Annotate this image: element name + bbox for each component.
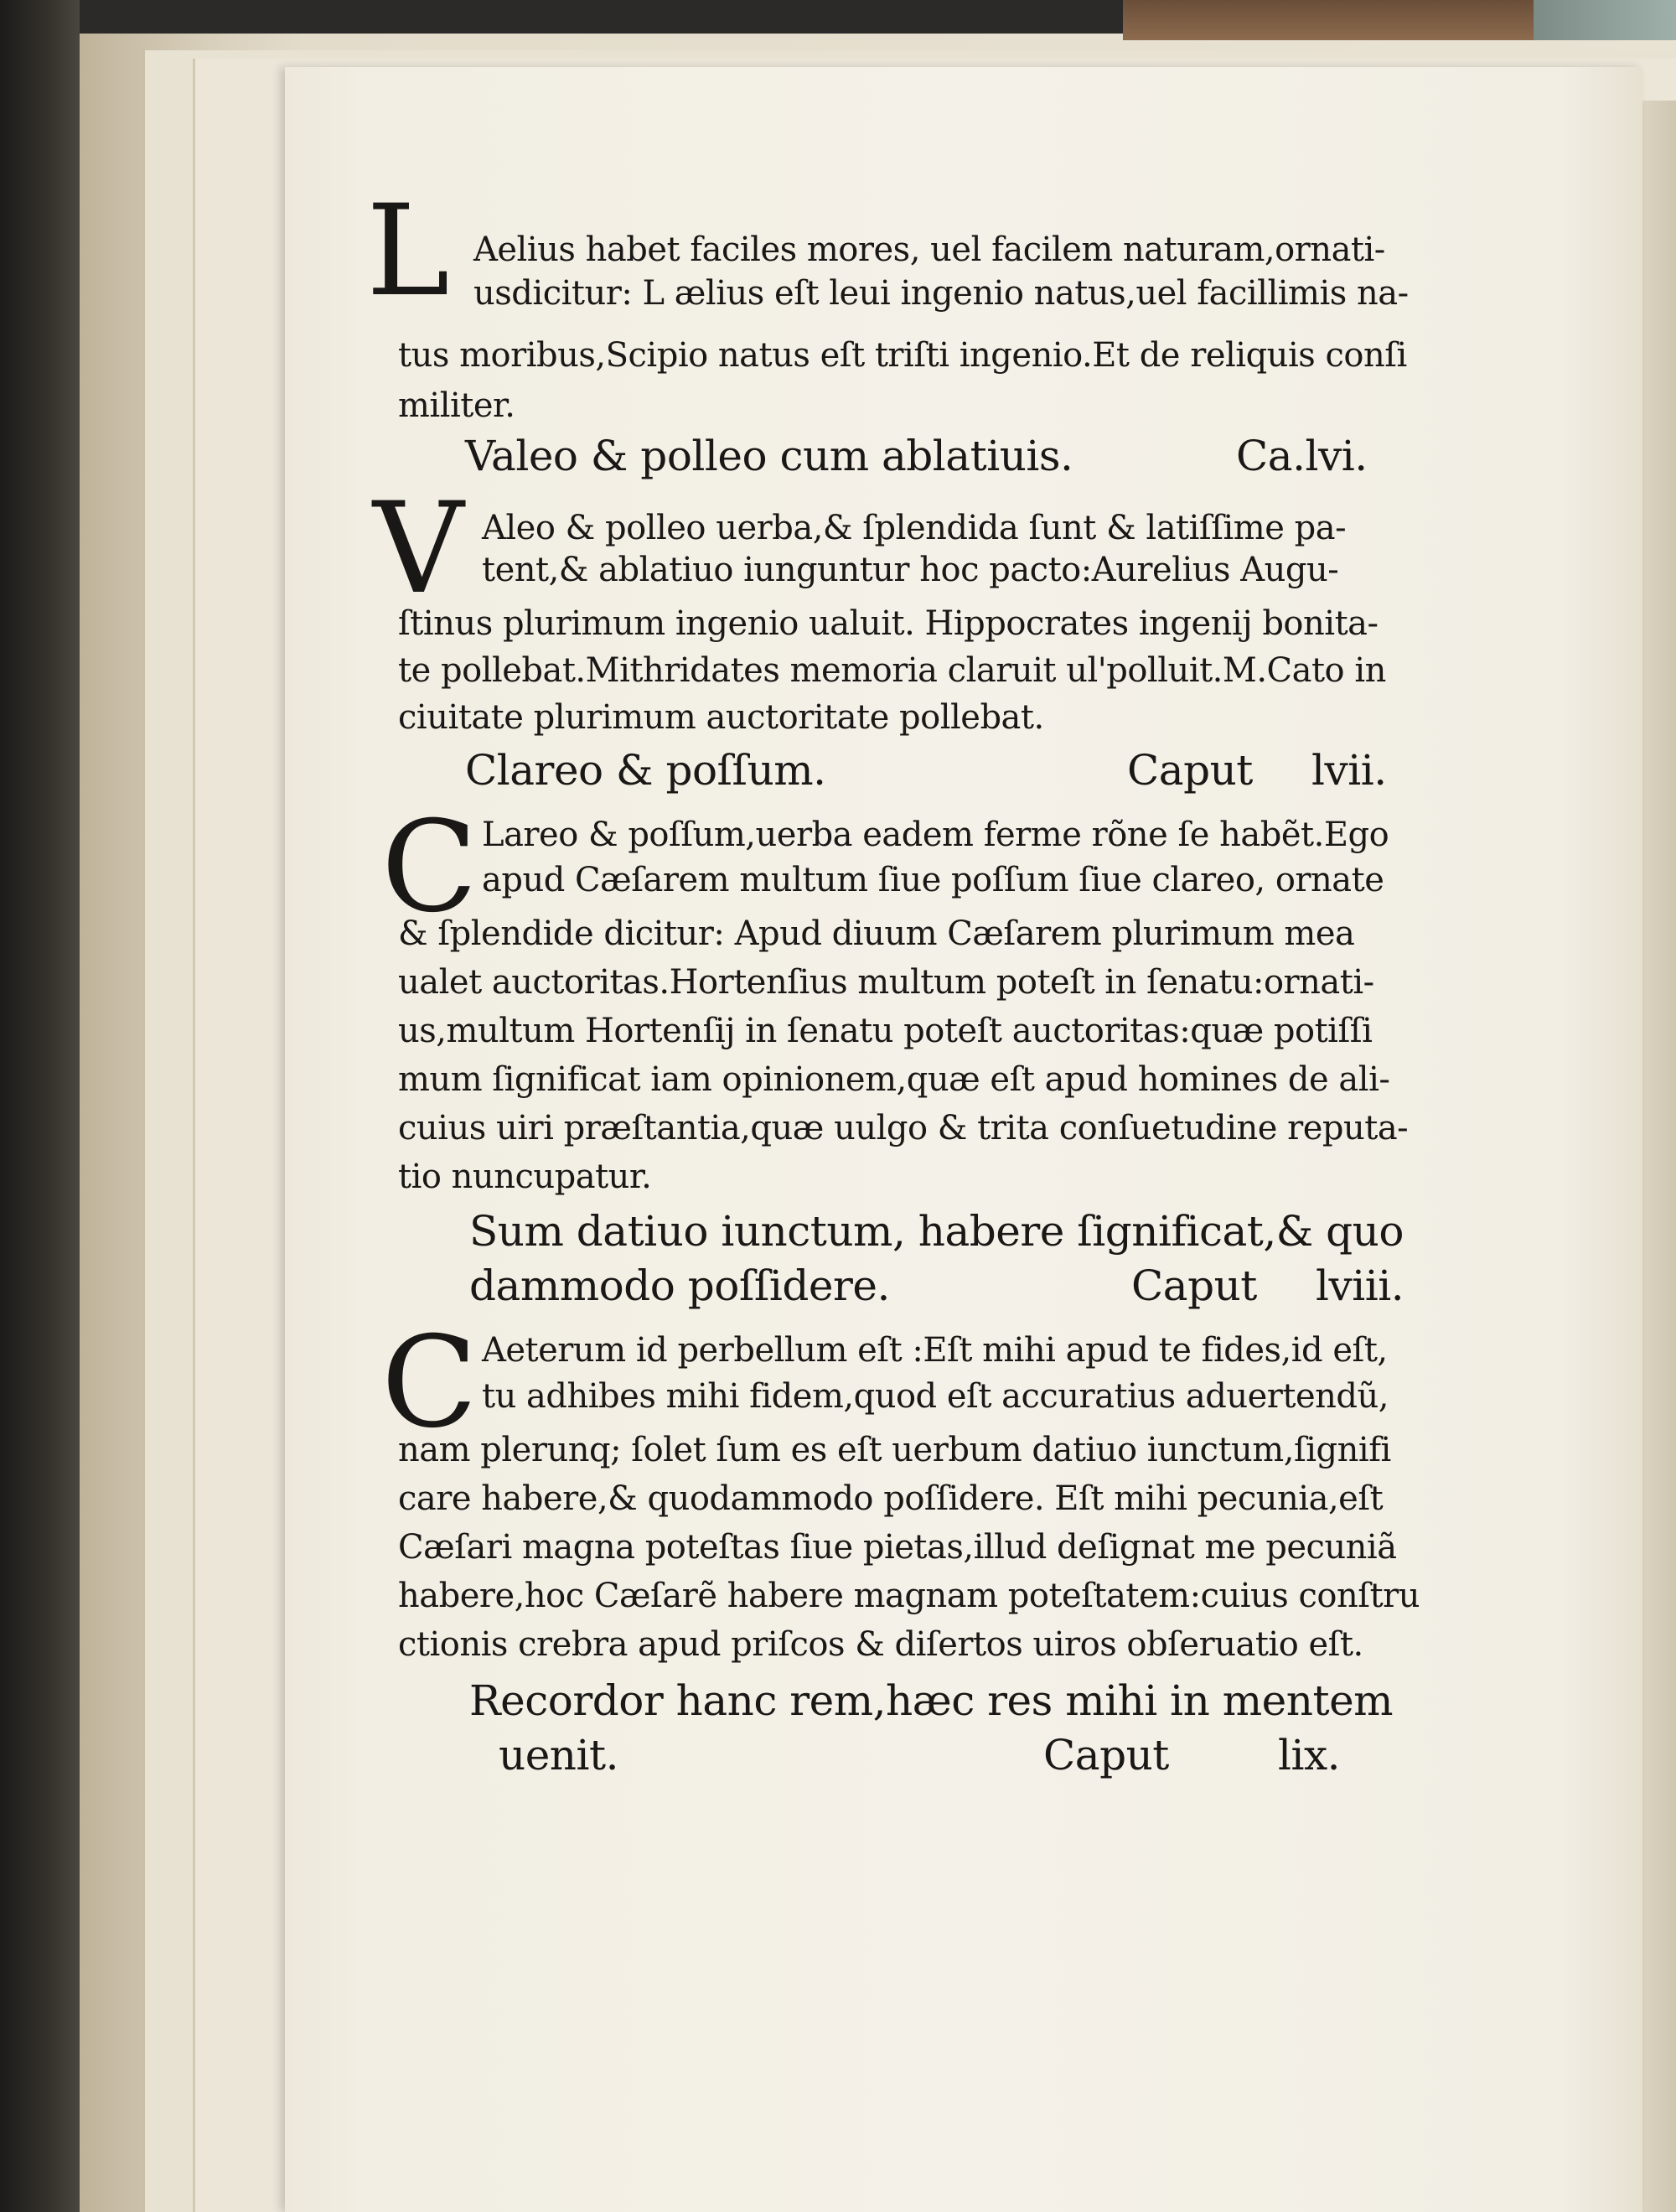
heading-title: Valeo & polleo cum ablatiuis. <box>465 432 1073 480</box>
text-line: ctionis crebra apud priſcos & diſertos uiros obſeruatio eſt. <box>398 1625 1363 1664</box>
text-line: Aelius habet faciles mores, uel facilem naturam,ornati- <box>473 231 1385 269</box>
chapter-heading-continued <box>469 1261 1404 1310</box>
text-line: tent,& ablatiuo iunguntur hoc pacto:Aurelius Augu- <box>482 551 1339 589</box>
text-line: tus moribus,Scipio natus eſt triſti ingenio.Et de reliquis conſi <box>398 336 1407 375</box>
text-line: militer. <box>398 386 515 425</box>
text-line: nam plerunq; ſolet ſum es eſt uerbum datiuo iunctum,ſignifi <box>398 1431 1391 1469</box>
text-line: ualet auctoritas.Hortenſius multum poteſt in ſenatu:ornati- <box>398 963 1374 1002</box>
caput-label: Caput <box>1131 1261 1257 1310</box>
drop-capital: C <box>381 1310 478 1456</box>
book-binding <box>0 0 80 2212</box>
caput-label: Caput <box>1043 1731 1169 1779</box>
text-line: ſtinus plurimum ingenio ualuit. Hippocrates ingenij bonita- <box>398 604 1379 643</box>
text-line: Cæſari magna poteſtas ſiue pietas,illud deſignat me pecuniã <box>398 1528 1397 1567</box>
text-line: tu adhibes mihi fidem,quod eſt accuratius aduertendũ, <box>482 1377 1389 1416</box>
text-line: usdicitur: L ælius eſt leui ingenio natus,uel facillimis na- <box>473 274 1409 313</box>
heading-title: Clareo & poſſum. <box>465 746 826 795</box>
text-line: Aeterum id perbellum eſt :Eſt mihi apud te fides,id eſt, <box>482 1331 1388 1370</box>
drop-capital: V <box>373 476 464 622</box>
text-line: tio nuncupatur. <box>398 1158 652 1196</box>
text-line: & ſplendide dicitur: Apud diuum Cæſarem plurimum mea <box>398 914 1355 953</box>
chapter-number: lviii. <box>1316 1261 1404 1310</box>
text-line: cuius uiri præſtantia,quæ uulgo & trita conſuetudine reputa- <box>398 1109 1409 1147</box>
chapter-number: Ca.lvi. <box>1236 432 1368 480</box>
heading-title: dammodo poſſidere. <box>469 1261 890 1310</box>
chapter-number: lvii. <box>1311 746 1387 795</box>
heading-title: Recordor hanc rem,hæc res mihi in mentem <box>469 1676 1394 1725</box>
text-line: mum ſignificat iam opinionem,quæ eſt apud homines de ali- <box>398 1060 1390 1099</box>
book-cover-edge <box>1534 0 1676 40</box>
chapter-number: lix. <box>1278 1731 1341 1779</box>
heading-title: Sum datiuo iunctum, habere ſignificat,& quo <box>469 1207 1404 1256</box>
facing-page-edge <box>1638 101 1676 2212</box>
text-line: te pollebat.Mithridates memoria claruit ul'polluit.M.Cato in <box>398 651 1386 690</box>
drop-capital: C <box>381 795 478 940</box>
text-line: us,multum Hortenſij in ſenatu poteſt auctoritas:quæ potiſſi <box>398 1012 1373 1050</box>
caput-label: Caput <box>1127 746 1253 795</box>
chapter-heading-continued <box>499 1731 1341 1779</box>
chapter-heading <box>465 432 1368 480</box>
chapter-heading <box>469 1207 1404 1256</box>
text-line: apud Cæſarem multum ſiue poſſum ſiue clareo, ornate <box>482 861 1384 899</box>
text-line: care habere,& quodammodo poſſidere. Eſt mihi pecunia,eſt <box>398 1479 1384 1518</box>
heading-title: uenit. <box>499 1731 618 1779</box>
text-line: Aleo & polleo uerba,& ſplendida ſunt & latiſſime pa- <box>482 509 1347 547</box>
drop-capital: L <box>366 179 450 324</box>
text-line: Lareo & poſſum,uerba eadem ferme rõne ſe habẽt.Ego <box>482 816 1389 854</box>
text-line: habere,hoc Cæſarẽ habere magnam poteſtatem:cuius conſtru <box>398 1577 1420 1615</box>
text-line: ciuitate plurimum auctoritate pollebat. <box>398 698 1044 737</box>
chapter-heading <box>465 746 1387 795</box>
chapter-heading <box>469 1676 1393 1725</box>
